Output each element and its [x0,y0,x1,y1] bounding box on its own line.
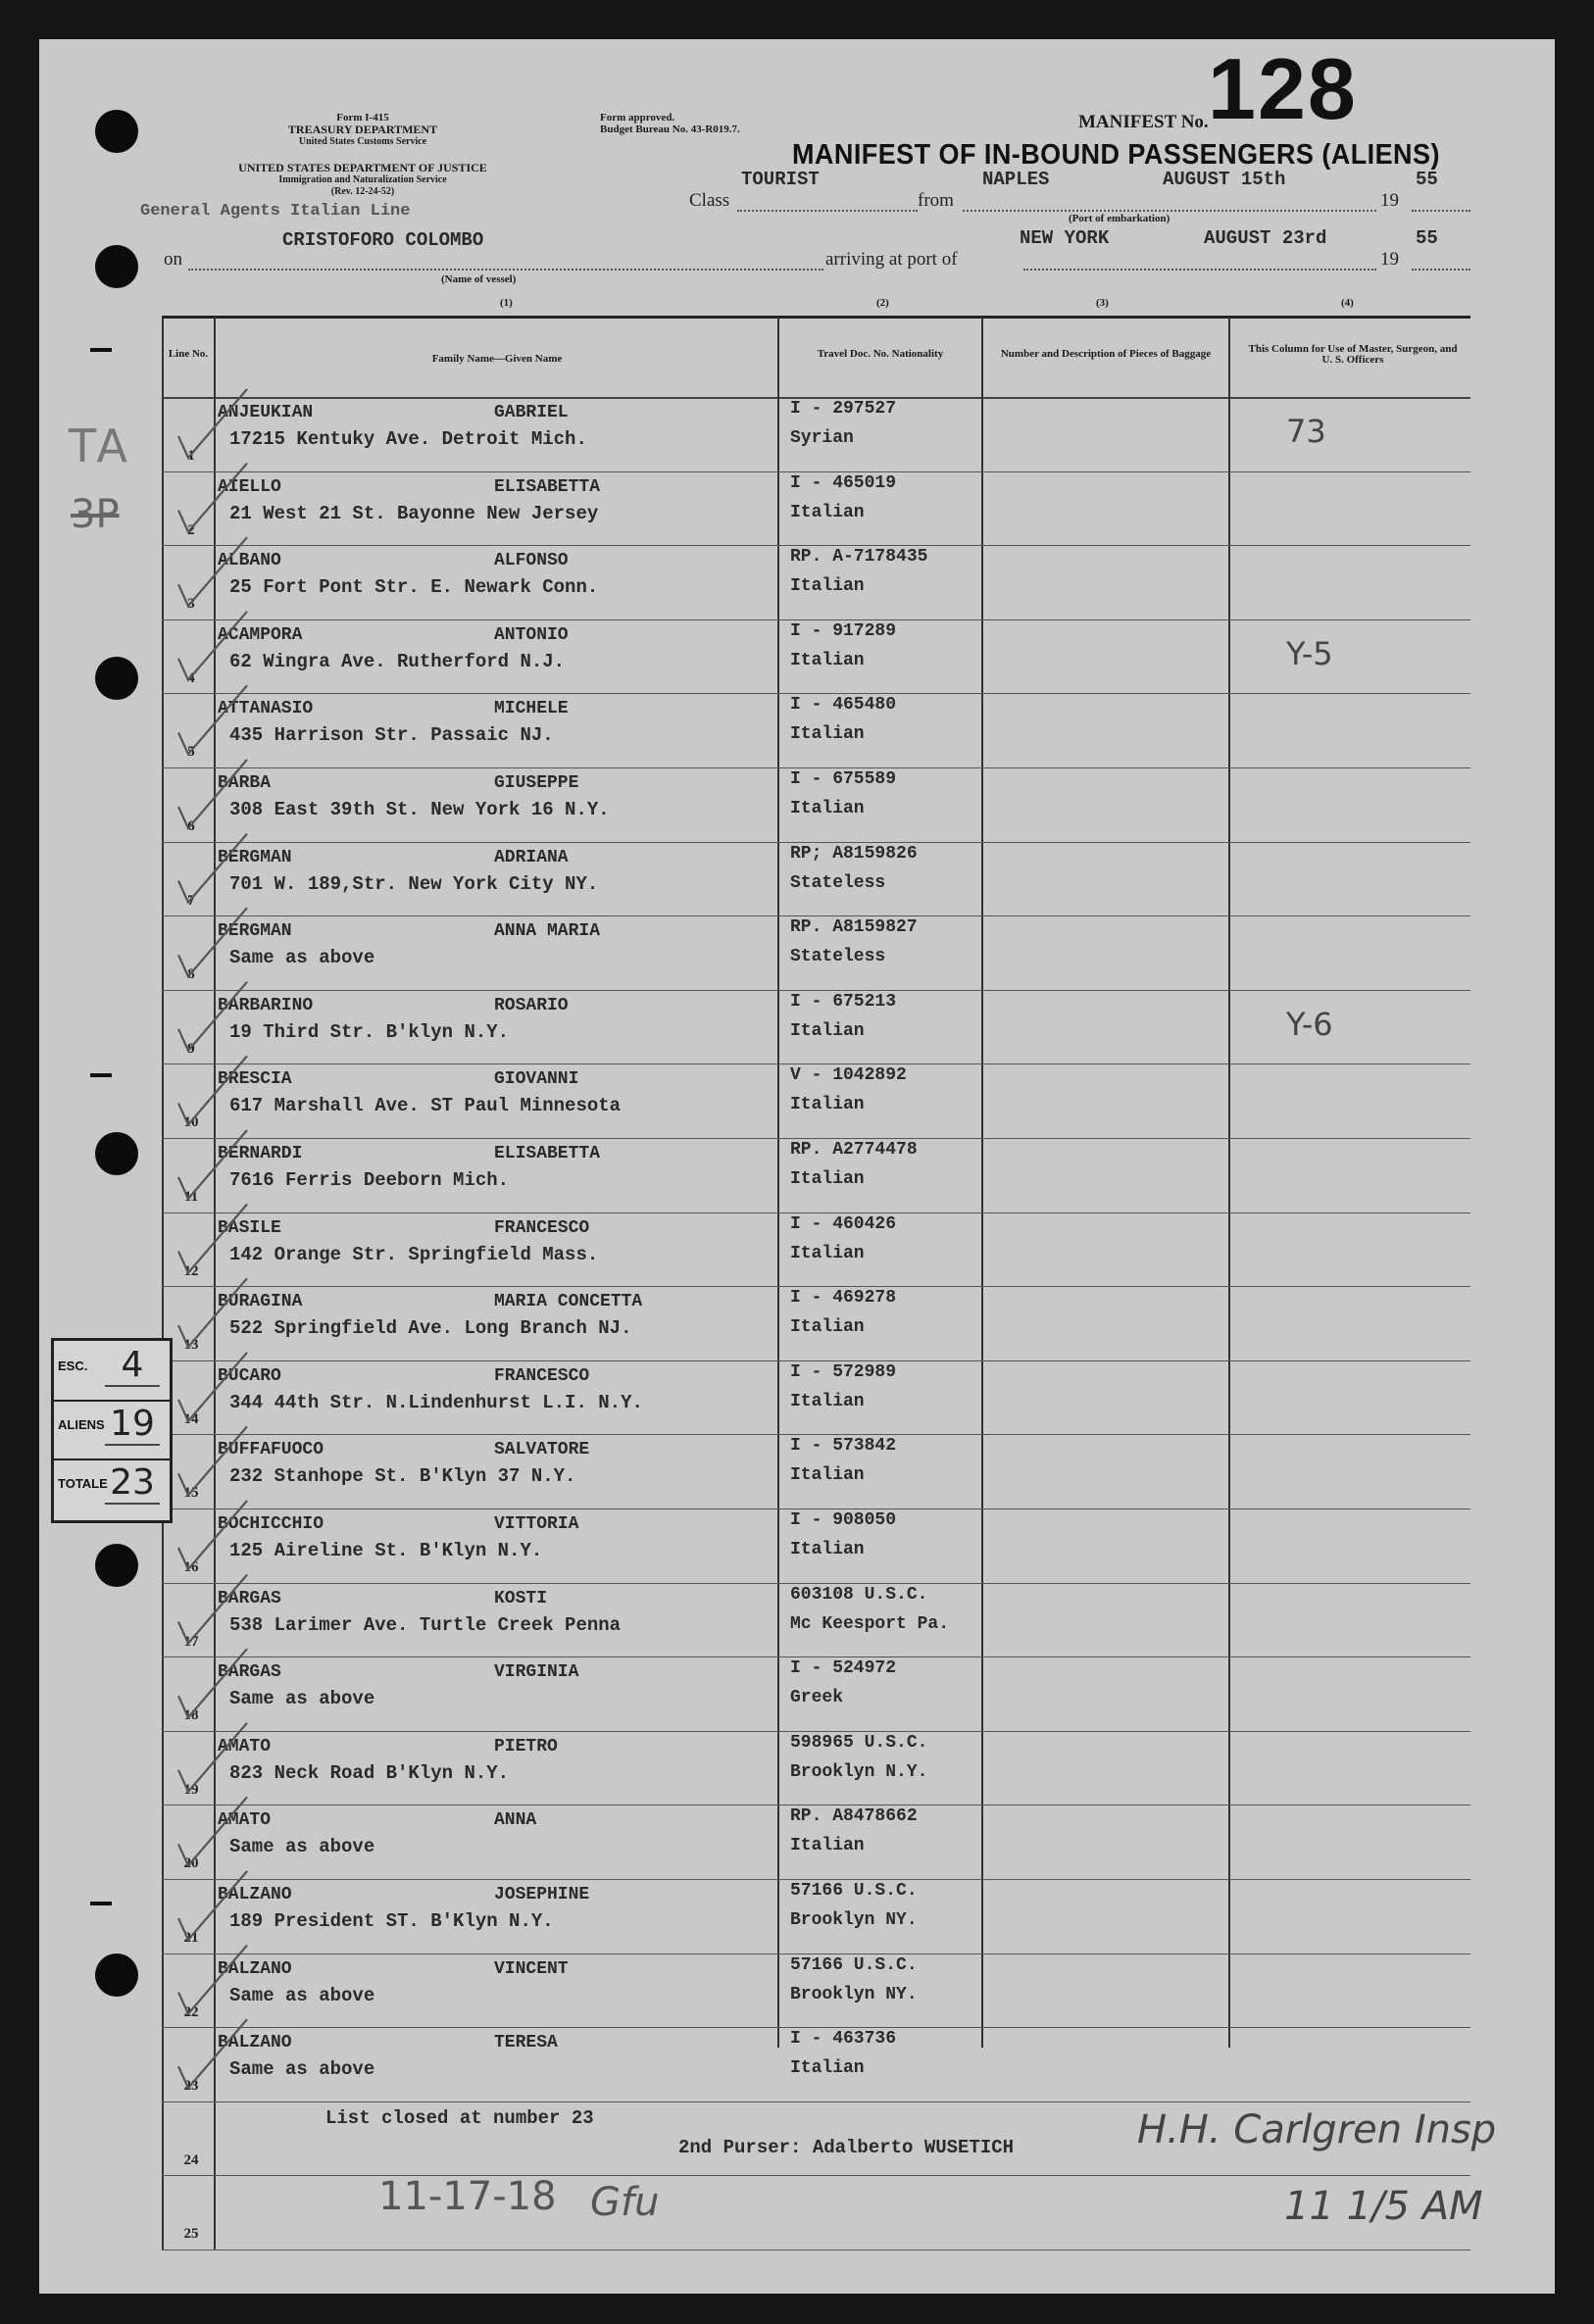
arrival-port: NEW YORK [1020,227,1110,249]
nationality: Brooklyn NY. [790,1985,918,2004]
aliens-value: 19 [105,1404,160,1446]
address: 308 East 39th St. New York 16 N.Y. [229,799,610,820]
nationality: Stateless [790,947,886,966]
col-rule-left [162,317,164,2250]
row-rule [162,619,1470,620]
nationality: Italian [790,1317,865,1337]
totale-row [54,1459,170,1517]
header-line-no: Line No. [168,348,209,360]
binder-hole [95,1544,138,1587]
family-name: BALZANO [218,1885,292,1904]
travel-doc-no: I - 524972 [790,1658,897,1678]
nationality: Brooklyn N.Y. [790,1762,928,1782]
handwritten-initials: Gfu [590,2180,660,2225]
line-number: 12 [183,1263,199,1279]
travel-doc-no: 603108 U.S.C. [790,1585,928,1605]
travel-doc-no: 57166 U.S.C. [790,1955,918,1975]
nationality: Italian [790,1540,865,1559]
year-prefix-2: 19 [1380,249,1399,270]
family-name: BUCARO [218,1366,281,1386]
address: Same as above [229,1688,375,1709]
header-officers: This Column for Use of Master, Surgeon, and U. S. Officers [1248,343,1458,366]
address: 7616 Ferris Deeborn Mich. [229,1169,510,1191]
arrival-date: AUGUST 23rd [1204,227,1327,249]
travel-doc-no: I - 463736 [790,2029,897,2049]
col-num-1: (1) [500,297,513,309]
address: 522 Springfield Ave. Long Branch NJ. [229,1317,632,1339]
col-rule-line [214,317,216,2250]
row-rule [162,1508,1470,1509]
family-name: BERGMAN [218,848,292,867]
binder-hole [95,245,138,288]
row-rule [162,2101,1470,2102]
class-value: TOURIST [741,169,820,190]
totale-value: 23 [105,1462,160,1505]
travel-doc-no: I - 465480 [790,695,897,715]
family-name: BARGAS [218,1662,281,1682]
given-name: MARIA CONCETTA [494,1292,643,1311]
given-name: MICHELE [494,699,569,718]
from-port: NAPLES [982,169,1050,190]
budget-bureau: Budget Bureau No. 43-R019.7. [600,124,740,135]
given-name: GIOVANNI [494,1069,579,1089]
address: 538 Larimer Ave. Turtle Creek Penna [229,1614,622,1636]
col-rule-baggage [1228,317,1230,2048]
aliens-label: ALIENS [58,1417,105,1432]
nationality: Mc Keesport Pa. [790,1614,950,1634]
family-name: BERNARDI [218,1144,303,1163]
family-name: BURAGINA [218,1292,303,1311]
line-number: 15 [183,1485,199,1501]
line-number: 4 [187,670,195,686]
col-rule-doc [981,317,983,2048]
address: Same as above [229,1985,375,2006]
row-rule [162,1583,1470,1584]
given-name: FRANCESCO [494,1218,590,1238]
row-rule [162,471,1470,472]
nationality: Italian [790,2058,865,2078]
given-name: ANNA [494,1810,537,1830]
line-number: 20 [183,1855,199,1871]
line-number: 6 [187,818,195,834]
line-number: 7 [187,893,195,909]
travel-doc-no: I - 460426 [790,1214,897,1234]
nationality: Syrian [790,428,854,448]
binder-hole [95,1953,138,1997]
row-rule [162,915,1470,916]
travel-doc-no: V - 1042892 [790,1065,907,1085]
form-approved: Form approved. [600,112,675,124]
line-number: 22 [183,2004,199,2020]
from-date: AUGUST 15th [1163,169,1286,190]
nationality: Italian [790,1836,865,1855]
given-name: SALVATORE [494,1440,590,1459]
address: 25 Fort Pont Str. E. Newark Conn. [229,576,599,598]
travel-doc-no: RP; A8159826 [790,844,918,864]
address: 21 West 21 St. Bayonne New Jersey [229,503,599,524]
row-rule [162,2175,1470,2176]
given-name: ROSARIO [494,996,569,1015]
row-rule [162,1656,1470,1657]
family-name: BALZANO [218,2033,292,2052]
travel-doc-no: I - 465019 [790,473,897,493]
row-rule [162,767,1470,768]
given-name: JOSEPHINE [494,1885,590,1904]
col-num-2: (2) [876,297,889,309]
family-name: BRESCIA [218,1069,292,1089]
line-number: 19 [183,1782,199,1798]
nationality: Stateless [790,873,886,893]
row-rule [162,1063,1470,1064]
travel-doc-no: RP. A8159827 [790,917,918,937]
address: 189 President ST. B'Klyn N.Y. [229,1910,554,1932]
travel-doc-no: I - 469278 [790,1288,897,1308]
address: 19 Third Str. B'klyn N.Y. [229,1021,510,1043]
travel-doc-no: I - 908050 [790,1510,897,1530]
travel-doc-no: RP. A-7178435 [790,547,928,567]
totale-label: TOTALE [58,1476,108,1491]
line-number: 25 [183,2226,199,2242]
family-name: BERGMAN [218,921,292,941]
header-baggage: Number and Description of Pieces of Baggage [1000,348,1212,360]
header-name: Family Name—Given Name [431,353,563,365]
margin-dash [90,1073,112,1077]
revision: (Rev. 12-24-52) [330,186,395,197]
given-name: VITTORIA [494,1514,579,1534]
family-name: BOCHICCHIO [218,1514,324,1534]
manifest-number: 128 [1208,40,1358,137]
given-name: VIRGINIA [494,1662,579,1682]
from-dotted-line [963,210,1376,212]
given-name: FRANCESCO [494,1366,590,1386]
given-name: TERESA [494,2033,558,2052]
alien-count-box [51,1338,173,1523]
address: 435 Harrison Str. Passaic NJ. [229,724,554,746]
given-name: VINCENT [494,1959,569,1979]
line-number: 18 [183,1707,199,1723]
travel-doc-no: I - 573842 [790,1436,897,1456]
margin-note-ta: TA [69,420,131,472]
line-number: 21 [183,1930,199,1946]
inspector-signature: H.H. Carlgren Insp [1137,2107,1497,2152]
nationality: Italian [790,724,865,744]
family-name: BUFFAFUOCO [218,1440,324,1459]
given-name: ELISABETTA [494,1144,601,1163]
officer-note: Y-6 [1286,1006,1333,1043]
nationality: Brooklyn NY. [790,1910,918,1930]
family-name: AMATO [218,1810,272,1830]
binder-hole [95,110,138,153]
col-num-3: (3) [1096,297,1109,309]
from-label: from [918,190,954,211]
address: 17215 Kentuky Ave. Detroit Mich. [229,428,587,450]
general-agent: General Agents Italian Line [140,202,411,221]
row-rule [162,1212,1470,1213]
row-rule [162,1879,1470,1880]
travel-doc-no: I - 297527 [790,399,897,419]
arrival-year: 55 [1416,227,1438,249]
aliens-row [54,1400,170,1460]
nationality: Italian [790,576,865,596]
nationality: Italian [790,1021,865,1041]
nationality: Italian [790,1169,865,1189]
margin-note-struck: 3P [71,492,120,537]
esc-label: ESC. [58,1359,88,1373]
row-rule [162,2027,1470,2028]
address: 701 W. 189,Str. New York City NY. [229,873,599,895]
travel-doc-no: RP. A8478662 [790,1806,918,1826]
family-name: BARBARINO [218,996,314,1015]
binder-hole [95,657,138,700]
family-name: ALBANO [218,551,281,570]
row-rule [162,545,1470,546]
arriving-label: arriving at port of [825,249,958,270]
col-num-4: (4) [1341,297,1354,309]
header-travel-doc: Travel Doc. No. Nationality [817,348,944,360]
officer-note: Y-5 [1286,635,1333,672]
travel-doc-no: 598965 U.S.C. [790,1733,928,1753]
address: 823 Neck Road B'Klyn N.Y. [229,1762,510,1784]
officer-note: 73 [1286,413,1326,450]
travel-doc-no: I - 675589 [790,769,897,789]
stamp-time: 11 1/5 AM [1284,2184,1483,2229]
doj-title: UNITED STATES DEPARTMENT OF JUSTICE [238,161,487,174]
family-name: AMATO [218,1737,272,1756]
travel-doc-no: I - 675213 [790,992,897,1012]
address: 232 Stanhope St. B'Klyn 37 N.Y. [229,1465,576,1487]
table-top-rule [162,316,1470,319]
travel-doc-no: 57166 U.S.C. [790,1881,918,1901]
line-number: 10 [183,1114,199,1130]
port-embark-caption: (Port of embarkation) [1069,213,1171,224]
binder-hole [95,1132,138,1175]
given-name: PIETRO [494,1737,558,1756]
esc-row [54,1341,170,1402]
row-rule [162,1360,1470,1361]
margin-dash [90,348,112,352]
line-number: 14 [183,1411,199,1427]
given-name: ANTONIO [494,625,569,645]
purser-text: 2nd Purser: Adalberto WUSETICH [678,2137,1015,2158]
handwritten-date: 11-17-18 [378,2174,557,2219]
given-name: KOSTI [494,1589,548,1608]
esc-value: 4 [105,1345,160,1387]
year-prefix: 19 [1380,190,1399,211]
margin-dash [90,1902,112,1905]
row-rule [162,842,1470,843]
family-name: AIELLO [218,477,281,497]
given-name: ELISABETTA [494,477,601,497]
nationality: Italian [790,651,865,670]
address: 344 44th Str. N.Lindenhurst L.I. N.Y. [229,1392,643,1413]
nationality: Italian [790,799,865,818]
treasury-dept: TREASURY DEPARTMENT [287,123,438,136]
on-label: on [164,249,182,270]
class-dotted-line [737,210,918,212]
line-number: 23 [183,2078,199,2094]
line-number: 13 [183,1337,199,1353]
line-number: 5 [187,744,195,760]
vessel-dotted-line [188,269,823,271]
line-number: 1 [187,448,195,464]
family-name: BARBA [218,773,272,793]
family-name: BARGAS [218,1589,281,1608]
given-name: ANNA MARIA [494,921,601,941]
col-rule-name [777,317,779,2048]
address: Same as above [229,947,375,968]
family-name: ATTANASIO [218,699,314,718]
manifest-no-label: MANIFEST No. [1078,112,1209,132]
given-name: GIUSEPPE [494,773,579,793]
given-name: ALFONSO [494,551,569,570]
given-name: GABRIEL [494,403,569,422]
family-name: BASILE [218,1218,281,1238]
row-rule [162,1731,1470,1732]
nationality: Greek [790,1688,844,1707]
customs-service: United States Customs Service [298,136,427,147]
from-year: 55 [1416,169,1438,190]
ins-title: Immigration and Naturalization Service [278,174,447,185]
row-rule [162,990,1470,991]
line-number: 24 [183,2152,199,2168]
arrival-dotted-line [1023,269,1376,271]
nationality: Italian [790,1244,865,1263]
vessel-caption: (Name of vessel) [441,273,517,285]
address: 142 Orange Str. Springfield Mass. [229,1244,599,1265]
travel-doc-no: I - 572989 [790,1362,897,1382]
address: Same as above [229,2058,375,2080]
line-number: 8 [187,966,195,982]
nationality: Italian [790,1392,865,1411]
row-rule [162,693,1470,694]
year-dotted-line [1412,210,1470,212]
class-label: Class [689,190,730,211]
address: Same as above [229,1836,375,1857]
family-name: ACAMPORA [218,625,303,645]
address: 125 Aireline St. B'Klyn N.Y. [229,1540,543,1561]
address: 62 Wingra Ave. Rutherford N.J. [229,651,566,672]
address: 617 Marshall Ave. ST Paul Minnesota [229,1095,622,1116]
travel-doc-no: I - 917289 [790,621,897,641]
line-number: 17 [183,1634,199,1650]
line-number: 3 [187,596,195,612]
manifest-title: MANIFEST OF IN-BOUND PASSENGERS (ALIENS) [792,139,1440,171]
row-rule [162,1286,1470,1287]
nationality: Italian [790,503,865,522]
year-dotted-line-2 [1412,269,1470,271]
line-number: 16 [183,1559,199,1575]
row-rule [162,1434,1470,1435]
given-name: ADRIANA [494,848,569,867]
line-number: 9 [187,1041,195,1057]
family-name: ANJEUKIAN [218,403,314,422]
form-id: Form I-415 [336,112,389,124]
vessel-name: CRISTOFORO COLOMBO [282,229,484,251]
row-rule [162,1953,1470,1954]
list-closed-text: List closed at number 23 [325,2107,594,2129]
row-rule [162,1138,1470,1139]
nationality: Italian [790,1465,865,1485]
family-name: BALZANO [218,1959,292,1979]
line-number: 11 [183,1189,199,1205]
nationality: Italian [790,1095,865,1114]
line-number: 2 [187,522,195,538]
travel-doc-no: RP. A2774478 [790,1140,918,1160]
